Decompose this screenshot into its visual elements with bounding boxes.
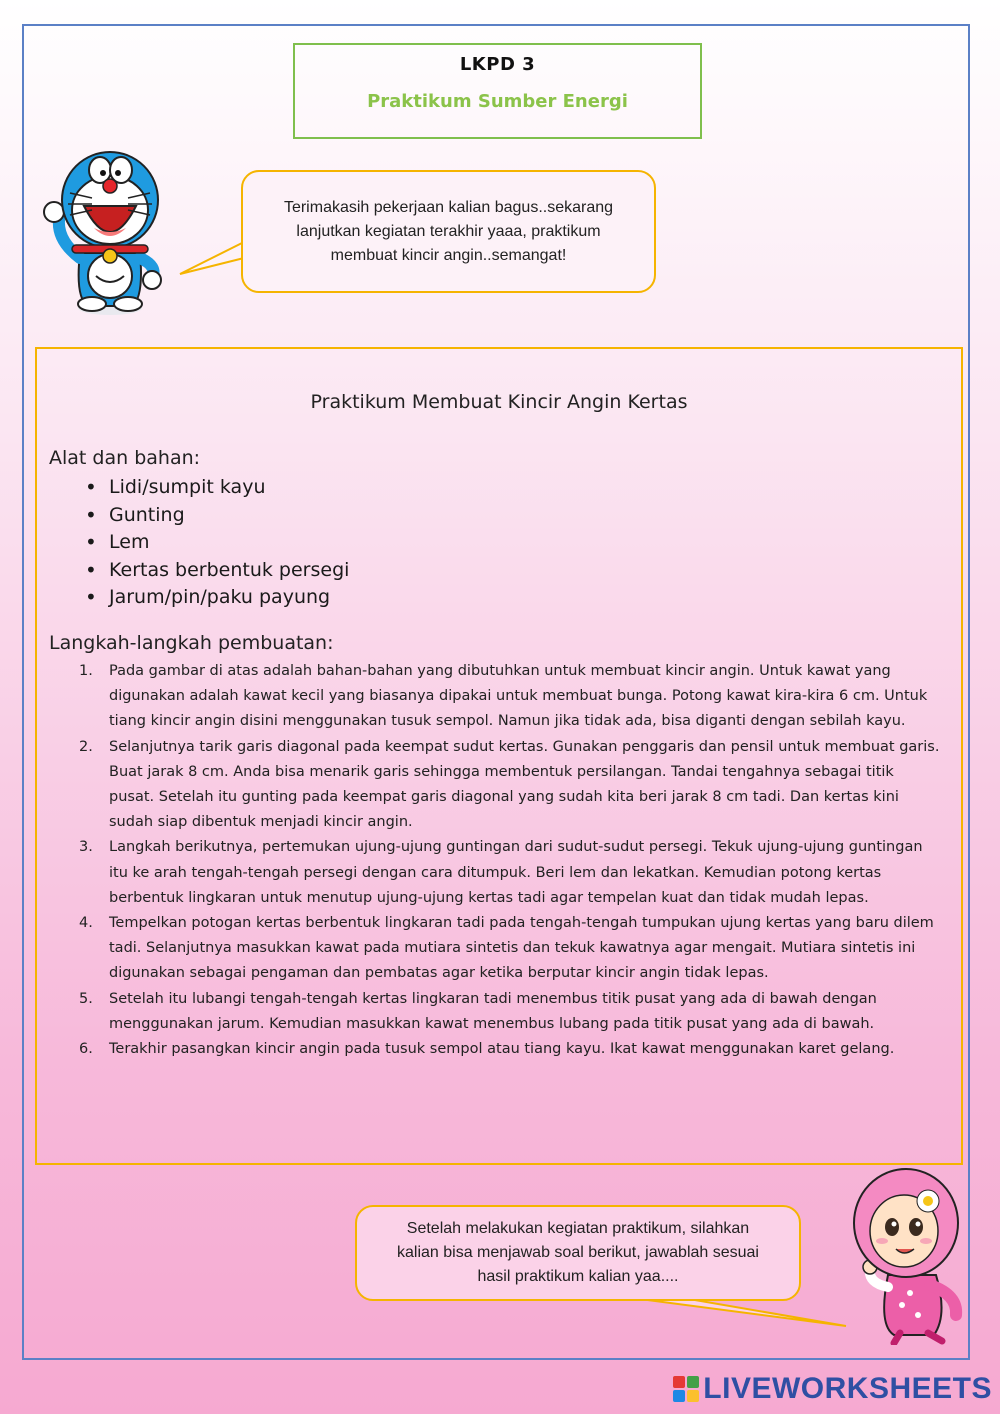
worksheet-code: LKPD 3 <box>459 54 536 75</box>
step-text: Langkah berikutnya, pertemukan ujung-ujung guntingan dari sudut-sudut persegi. Tekuk ujung-ujung guntingan itu ke arah tengah-tengah persegi dengan cara ditumpuk. Beri lem dan lekatkan. Kemudian potong kertas berbentuk lingkaran untuk menutup ujung-ujung kertas tadi agar tempelan kuat dan tidak mudah lepas. <box>109 839 923 906</box>
logo-blocks-icon <box>673 1376 699 1402</box>
title-box <box>293 43 702 139</box>
bubble-tail-top <box>178 238 246 278</box>
step-number: 5. <box>79 990 93 1007</box>
tools-label: Alat dan bahan: <box>49 447 201 469</box>
step-text: Selanjutnya tarik garis diagonal pada keempat sudut kertas. Gunakan penggaris dan pensil untuk membuat garis. Buat jarak 8 cm. Anda bisa menarik garis sehingga membentuk persilangan. Tandai tengahnya sebagai titik pusat. Setelah itu gunting pada keempat garis diagonal yang sudah kita beri jarak 8 cm tadi. Dan kertas kini sudah siap dibentuk menjadi kincir angin. <box>109 738 940 831</box>
doraemon-illustration <box>40 148 170 316</box>
bubble-bottom-line1: Setelah melakukan kegiatan praktikum, silahkan <box>406 1220 750 1237</box>
steps-list <box>79 659 943 1062</box>
list-item: • Kertas berbentuk persegi <box>85 557 349 585</box>
step-number: 4. <box>79 915 93 932</box>
step-item <box>79 659 943 735</box>
activity-title: Praktikum Membuat Kincir Angin Kertas <box>310 391 688 413</box>
step-item <box>79 987 943 1037</box>
list-item: • Lem <box>85 529 349 557</box>
list-item: • Jarum/pin/paku payung <box>85 584 349 612</box>
speech-bubble-bottom <box>355 1205 801 1301</box>
step-text: Pada gambar di atas adalah bahan-bahan yang dibutuhkan untuk membuat kincir angin. Untuk kawat yang digunakan adalah kawat kecil yang biasanya dipakai untuk membuat bunga. Potong kawat kira-kira 6 cm. Untuk tiang kincir angin disini menggunakan tusuk sempol. Namun jika tidak ada, bisa diganti dengan sebilah kayu. <box>109 663 928 730</box>
worksheet-subtitle: Praktikum Sumber Energi <box>367 91 628 112</box>
bubble-top-line2: lanjutkan kegiatan terakhir yaaa, praktikum <box>296 222 601 240</box>
girl-illustration <box>838 1165 970 1345</box>
list-item: • Lidi/sumpit kayu <box>85 474 349 502</box>
brand-name: LIVEWORKSHEETS <box>703 1372 992 1405</box>
step-number: 3. <box>79 839 93 856</box>
steps-label: Langkah-langkah pembuatan: <box>49 632 334 654</box>
tools-list <box>85 474 349 612</box>
step-item <box>79 911 943 987</box>
step-text: Terakhir pasangkan kincir angin pada tusuk sempol atau tiang kayu. Ikat kawat menggunakan karet gelang. <box>109 1041 895 1058</box>
bubble-top-line1: Terimakasih pekerjaan kalian bagus..sekarang <box>283 198 614 216</box>
step-number: 2. <box>79 738 93 755</box>
bubble-top-line3: membuat kincir angin..semangat! <box>330 246 567 264</box>
step-item <box>79 735 943 836</box>
bubble-bottom-line3: hasil praktikum kalian yaa.... <box>477 1268 679 1285</box>
speech-bubble-top <box>241 170 656 293</box>
step-item <box>79 835 943 911</box>
step-item <box>79 1037 943 1062</box>
step-text: Tempelkan potogan kertas berbentuk lingkaran tadi pada tengah-tengah tumpukan ujung kertas yang baru dilem tadi. Selanjutnya masukkan kawat pada mutiara sintetis dan tekuk kawatnya agar mengait. Mutiara sintetis ini digunakan sebagai pengaman dan pembatas agar ketika berputar kincir angin tidak lepas. <box>109 915 934 982</box>
step-number: 1. <box>79 663 93 679</box>
step-text: Setelah itu lubangi tengah-tengah kertas lingkaran tadi menembus titik pusat yang ada di bawah dengan menggunakan jarum. Kemudian masukkan kawat menembus lubang pada titik pusat yang ada di bawah. <box>109 990 877 1032</box>
step-number: 6. <box>79 1041 93 1058</box>
liveworksheets-logo <box>673 1372 992 1406</box>
list-item: • Gunting <box>85 502 349 530</box>
activity-box <box>35 347 963 1165</box>
bubble-bottom-line2: kalian bisa menjawab soal berikut, jawablah sesuai <box>397 1244 759 1261</box>
